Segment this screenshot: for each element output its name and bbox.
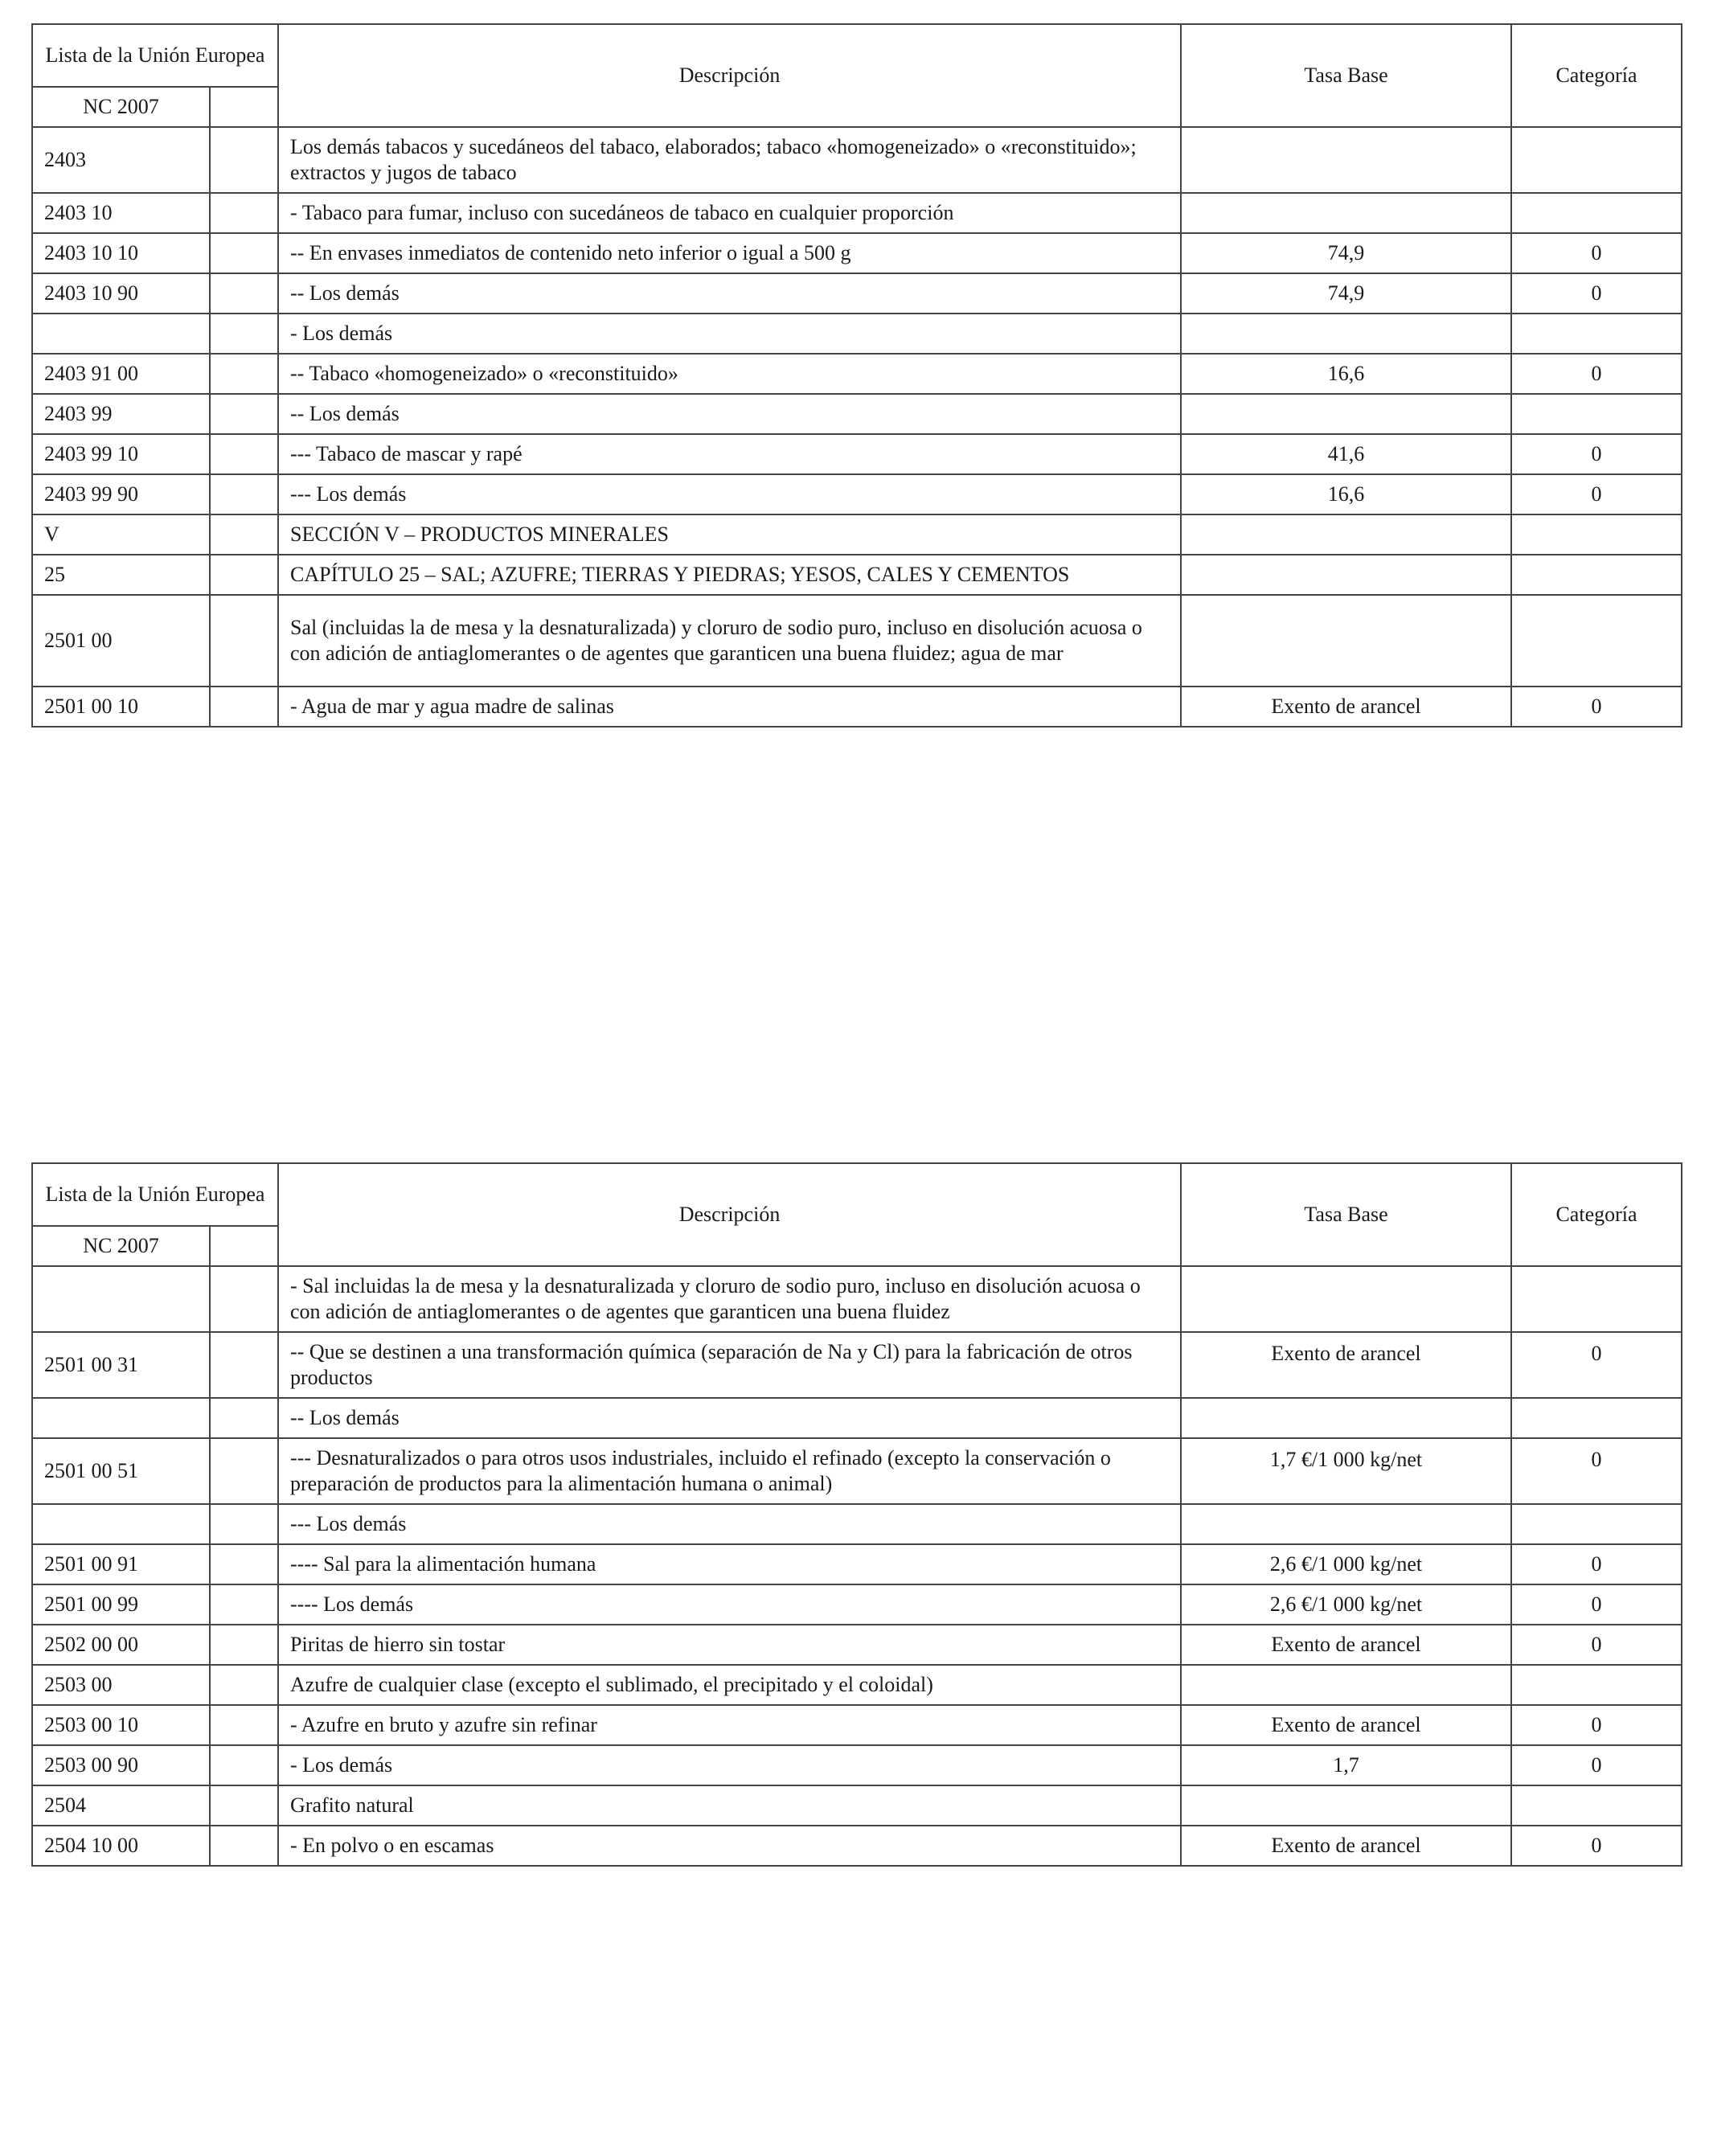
table-row (32, 595, 1682, 687)
table-row (32, 1665, 1682, 1705)
empty-cell (210, 1826, 278, 1866)
table-row (32, 193, 1682, 233)
rate-cell: 16,6 (1181, 354, 1511, 394)
rate-cell: 2,6 €/1 000 kg/net (1181, 1544, 1511, 1584)
description-cell: - En polvo o en escamas (278, 1826, 1181, 1866)
empty-cell (210, 233, 278, 273)
description-cell: Sal (incluidas la de mesa y la desnaturalizada) y cloruro de sodio puro, incluso en disolución acuosa o con adición de antiaglomerantes o de agentes que garanticen una buena fluidez; agua de mar (278, 595, 1181, 687)
empty-cell (210, 1665, 278, 1705)
rate-cell (1181, 1398, 1511, 1438)
table-row (32, 354, 1682, 394)
category-cell: 0 (1511, 434, 1682, 474)
empty-cell (210, 1705, 278, 1745)
table-row (32, 1705, 1682, 1745)
header-description: Descripción (278, 1163, 1181, 1266)
empty-cell (210, 474, 278, 514)
code-cell: 2503 00 90 (32, 1745, 210, 1785)
code-cell: V (32, 514, 210, 555)
empty-cell (210, 1584, 278, 1625)
category-cell: 0 (1511, 1584, 1682, 1625)
category-cell (1511, 127, 1682, 193)
code-cell (32, 1398, 210, 1438)
description-cell: SECCIÓN V – PRODUCTOS MINERALES (278, 514, 1181, 555)
header-empty-cell (210, 1226, 278, 1266)
empty-cell (210, 193, 278, 233)
description-cell: - Tabaco para fumar, incluso con sucedáneos de tabaco en cualquier proporción (278, 193, 1181, 233)
category-cell (1511, 1665, 1682, 1705)
description-cell: Los demás tabacos y sucedáneos del tabaco, elaborados; tabaco «homogeneizado» o «reconstituido»; extractos y jugos de tabaco (278, 127, 1181, 193)
description-cell: - Sal incluidas la de mesa y la desnaturalizada y cloruro de sodio puro, incluso en disolución acuosa o con adición de antiaglomerantes o de agentes que garanticen una buena fluidez (278, 1266, 1181, 1332)
rate-cell: 2,6 €/1 000 kg/net (1181, 1584, 1511, 1625)
table-row (32, 1785, 1682, 1826)
rate-cell (1181, 127, 1511, 193)
description-cell: CAPÍTULO 25 – SAL; AZUFRE; TIERRAS Y PIEDRAS; YESOS, CALES Y CEMENTOS (278, 555, 1181, 595)
description-cell: - Agua de mar y agua madre de salinas (278, 687, 1181, 727)
empty-cell (210, 354, 278, 394)
code-cell: 2502 00 00 (32, 1625, 210, 1665)
category-cell (1511, 1504, 1682, 1544)
description-cell: --- Los demás (278, 1504, 1181, 1544)
category-cell: 0 (1511, 1826, 1682, 1866)
empty-cell (210, 273, 278, 314)
table-row (32, 394, 1682, 434)
code-cell: 2501 00 91 (32, 1544, 210, 1584)
table-row (32, 1584, 1682, 1625)
header-category: Categoría (1511, 1163, 1682, 1266)
category-cell (1511, 1266, 1682, 1332)
category-cell: 0 (1511, 1745, 1682, 1785)
category-cell: 0 (1511, 1544, 1682, 1584)
description-cell: Piritas de hierro sin tostar (278, 1625, 1181, 1665)
empty-cell (210, 1785, 278, 1826)
category-cell: 0 (1511, 1625, 1682, 1665)
category-cell: 0 (1511, 474, 1682, 514)
category-cell: 0 (1511, 1705, 1682, 1745)
code-cell: 2504 10 00 (32, 1826, 210, 1866)
header-empty-cell (210, 87, 278, 127)
code-cell: 2501 00 31 (32, 1332, 210, 1398)
description-cell: --- Tabaco de mascar y rapé (278, 434, 1181, 474)
category-cell: 0 (1511, 687, 1682, 727)
code-cell: 2503 00 10 (32, 1705, 210, 1745)
description-cell: -- Tabaco «homogeneizado» o «reconstituido» (278, 354, 1181, 394)
rate-cell (1181, 1504, 1511, 1544)
rate-cell (1181, 1785, 1511, 1826)
header-nc-label: NC 2007 (32, 87, 210, 127)
table-row (32, 1625, 1682, 1665)
code-cell: 2501 00 (32, 595, 210, 687)
code-cell: 2504 (32, 1785, 210, 1826)
code-cell: 2501 00 10 (32, 687, 210, 727)
table-row (32, 555, 1682, 595)
description-cell: --- Desnaturalizados o para otros usos industriales, incluido el refinado (excepto la conservación o preparación de productos para la alimentación humana o animal) (278, 1438, 1181, 1504)
description-cell: Grafito natural (278, 1785, 1181, 1826)
description-cell: --- Los demás (278, 474, 1181, 514)
rate-cell (1181, 555, 1511, 595)
table-row (32, 233, 1682, 273)
code-cell: 2403 99 (32, 394, 210, 434)
header-base-rate: Tasa Base (1181, 1163, 1511, 1266)
empty-cell (210, 687, 278, 727)
description-cell: - Azufre en bruto y azufre sin refinar (278, 1705, 1181, 1745)
empty-cell (210, 1398, 278, 1438)
table-row (32, 1504, 1682, 1544)
header-nc-label: NC 2007 (32, 1226, 210, 1266)
category-cell (1511, 394, 1682, 434)
rate-cell (1181, 394, 1511, 434)
rate-cell: 74,9 (1181, 233, 1511, 273)
table-row (32, 687, 1682, 727)
table-row (32, 1398, 1682, 1438)
rate-cell (1181, 1665, 1511, 1705)
table-row (32, 514, 1682, 555)
description-cell: - Los demás (278, 1745, 1181, 1785)
rate-cell: Exento de arancel (1181, 1705, 1511, 1745)
code-cell: 25 (32, 555, 210, 595)
code-cell: 2403 91 00 (32, 354, 210, 394)
code-cell: 2503 00 (32, 1665, 210, 1705)
code-cell: 2403 (32, 127, 210, 193)
category-cell: 0 (1511, 1332, 1682, 1398)
category-cell: 0 (1511, 233, 1682, 273)
empty-cell (210, 514, 278, 555)
code-cell: 2403 99 10 (32, 434, 210, 474)
category-cell (1511, 595, 1682, 687)
rate-cell (1181, 1266, 1511, 1332)
table-row (32, 1826, 1682, 1866)
category-cell (1511, 193, 1682, 233)
code-cell (32, 1266, 210, 1332)
rate-cell (1181, 514, 1511, 555)
rate-cell: 16,6 (1181, 474, 1511, 514)
description-cell: -- Los demás (278, 1398, 1181, 1438)
description-cell: ---- Los demás (278, 1584, 1181, 1625)
empty-cell (210, 127, 278, 193)
tariff-table-2 (31, 1162, 1682, 1867)
category-cell (1511, 555, 1682, 595)
category-cell: 0 (1511, 1438, 1682, 1504)
category-cell (1511, 314, 1682, 354)
header-list-label: Lista de la Unión Europea (32, 24, 278, 87)
description-cell: -- En envases inmediatos de contenido neto inferior o igual a 500 g (278, 233, 1181, 273)
category-cell: 0 (1511, 273, 1682, 314)
empty-cell (210, 1745, 278, 1785)
rate-cell: Exento de arancel (1181, 1625, 1511, 1665)
header-list-label: Lista de la Unión Europea (32, 1163, 278, 1226)
header-description: Descripción (278, 24, 1181, 127)
rate-cell: 41,6 (1181, 434, 1511, 474)
empty-cell (210, 1625, 278, 1665)
empty-cell (210, 1504, 278, 1544)
rate-cell: 1,7 €/1 000 kg/net (1181, 1438, 1511, 1504)
table-row (32, 1438, 1682, 1504)
table-row (32, 127, 1682, 193)
category-cell (1511, 514, 1682, 555)
empty-cell (210, 1438, 278, 1504)
table-row (32, 1332, 1682, 1398)
rate-cell (1181, 595, 1511, 687)
empty-cell (210, 595, 278, 687)
table-row (32, 1544, 1682, 1584)
empty-cell (210, 314, 278, 354)
header-base-rate: Tasa Base (1181, 24, 1511, 127)
description-cell: -- Los demás (278, 273, 1181, 314)
rate-cell: 74,9 (1181, 273, 1511, 314)
category-cell (1511, 1785, 1682, 1826)
table-row (32, 273, 1682, 314)
code-cell: 2403 10 90 (32, 273, 210, 314)
empty-cell (210, 555, 278, 595)
code-cell: 2501 00 51 (32, 1438, 210, 1504)
code-cell: 2501 00 99 (32, 1584, 210, 1625)
empty-cell (210, 394, 278, 434)
code-cell: 2403 99 90 (32, 474, 210, 514)
table-row (32, 1266, 1682, 1332)
description-cell: -- Que se destinen a una transformación química (separación de Na y Cl) para la fabricación de otros productos (278, 1332, 1181, 1398)
rate-cell (1181, 193, 1511, 233)
description-cell: ---- Sal para la alimentación humana (278, 1544, 1181, 1584)
rate-cell: Exento de arancel (1181, 687, 1511, 727)
table-row (32, 434, 1682, 474)
category-cell (1511, 1398, 1682, 1438)
table-row (32, 474, 1682, 514)
rate-cell (1181, 314, 1511, 354)
code-cell: 2403 10 (32, 193, 210, 233)
header-category: Categoría (1511, 24, 1682, 127)
code-cell (32, 314, 210, 354)
table-row (32, 314, 1682, 354)
empty-cell (210, 1266, 278, 1332)
empty-cell (210, 1332, 278, 1398)
table-row (32, 1745, 1682, 1785)
empty-cell (210, 1544, 278, 1584)
description-cell: -- Los demás (278, 394, 1181, 434)
tariff-table-1 (31, 23, 1682, 728)
category-cell: 0 (1511, 354, 1682, 394)
empty-cell (210, 434, 278, 474)
code-cell (32, 1504, 210, 1544)
description-cell: Azufre de cualquier clase (excepto el sublimado, el precipitado y el coloidal) (278, 1665, 1181, 1705)
rate-cell: Exento de arancel (1181, 1332, 1511, 1398)
rate-cell: Exento de arancel (1181, 1826, 1511, 1866)
description-cell: - Los demás (278, 314, 1181, 354)
code-cell: 2403 10 10 (32, 233, 210, 273)
rate-cell: 1,7 (1181, 1745, 1511, 1785)
